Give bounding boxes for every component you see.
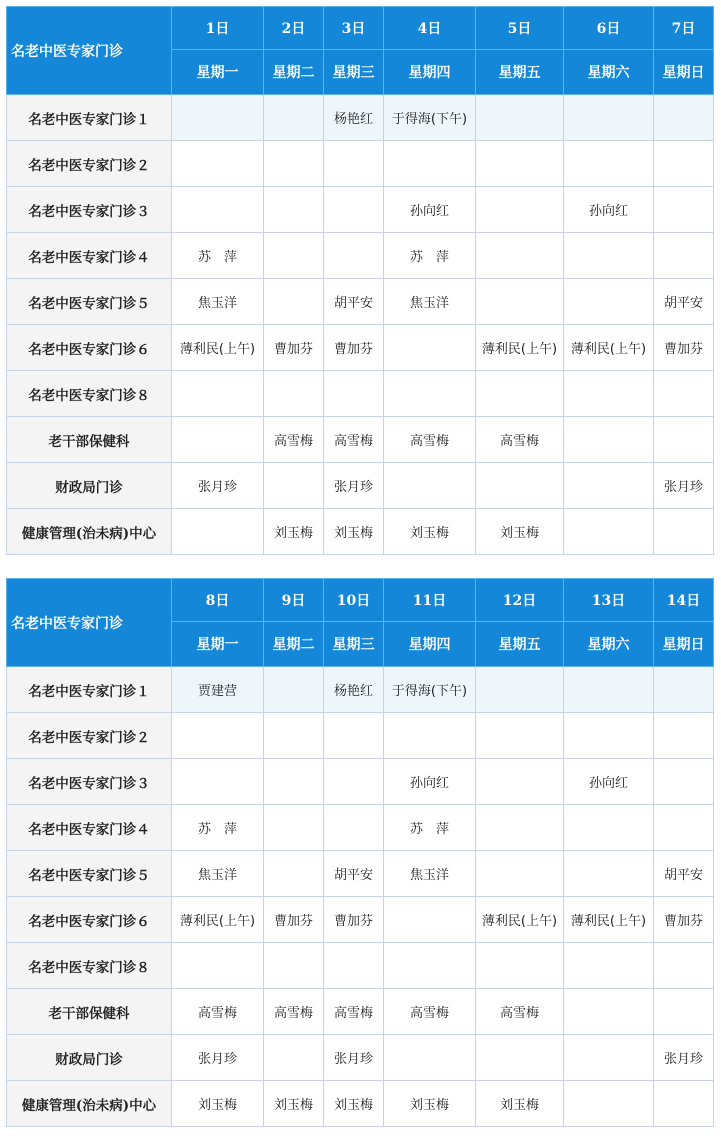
date-header: 3日 xyxy=(324,7,384,50)
doctor-cell xyxy=(324,943,384,989)
doctor-cell: 高雪梅 xyxy=(324,417,384,463)
doctor-cell: 刘玉梅 xyxy=(384,509,476,555)
doctor-cell xyxy=(564,371,654,417)
doctor-cell xyxy=(564,463,654,509)
doctor-cell: 高雪梅 xyxy=(384,989,476,1035)
doctor-cell: 高雪梅 xyxy=(476,417,564,463)
doctor-cell xyxy=(264,943,324,989)
doctor-cell xyxy=(654,713,714,759)
doctor-cell: 曹加芬 xyxy=(324,325,384,371)
doctor-cell xyxy=(264,141,324,187)
doctor-cell xyxy=(654,509,714,555)
doctor-cell: 于得海(下午) xyxy=(384,667,476,713)
doctor-cell xyxy=(654,805,714,851)
doctor-cell: 张月珍 xyxy=(172,463,264,509)
doctor-cell: 薄利民(上午) xyxy=(564,325,654,371)
table-row xyxy=(7,667,714,713)
weekday-header: 星期六 xyxy=(564,50,654,95)
table-row xyxy=(7,509,714,555)
doctor-cell xyxy=(172,943,264,989)
doctor-cell xyxy=(172,187,264,233)
doctor-cell: 焦玉洋 xyxy=(384,279,476,325)
doctor-cell xyxy=(384,371,476,417)
doctor-cell: 刘玉梅 xyxy=(384,1081,476,1127)
doctor-cell: 刘玉梅 xyxy=(172,1081,264,1127)
doctor-cell: 于得海(下午) xyxy=(384,95,476,141)
doctor-cell xyxy=(172,509,264,555)
doctor-cell xyxy=(172,713,264,759)
department-name: 名老中医专家门诊３ xyxy=(7,187,172,233)
doctor-cell: 曹加芬 xyxy=(654,325,714,371)
doctor-cell xyxy=(564,279,654,325)
table-row xyxy=(7,325,714,371)
doctor-cell xyxy=(654,371,714,417)
doctor-cell xyxy=(654,417,714,463)
doctor-cell xyxy=(476,141,564,187)
doctor-cell: 曹加芬 xyxy=(264,325,324,371)
department-name: 健康管理(治未病)中心 xyxy=(7,1081,172,1127)
schedule-table-week-1 xyxy=(6,6,714,555)
doctor-cell xyxy=(476,759,564,805)
doctor-cell xyxy=(172,371,264,417)
department-name: 名老中医专家门诊６ xyxy=(7,325,172,371)
doctor-cell: 曹加芬 xyxy=(324,897,384,943)
date-header-row xyxy=(7,579,714,622)
table-row xyxy=(7,943,714,989)
date-header: 2日 xyxy=(264,7,324,50)
doctor-cell: 苏 萍 xyxy=(384,805,476,851)
table-row xyxy=(7,1035,714,1081)
doctor-cell xyxy=(476,805,564,851)
table-row xyxy=(7,371,714,417)
doctor-cell xyxy=(324,371,384,417)
doctor-cell xyxy=(384,943,476,989)
table-row xyxy=(7,897,714,943)
doctor-cell xyxy=(564,1035,654,1081)
doctor-cell xyxy=(654,95,714,141)
doctor-cell xyxy=(264,279,324,325)
date-header: 1日 xyxy=(172,7,264,50)
doctor-cell: 胡平安 xyxy=(324,851,384,897)
department-name: 名老中医专家门诊４ xyxy=(7,233,172,279)
date-header: 9日 xyxy=(264,579,324,622)
doctor-cell xyxy=(654,989,714,1035)
doctor-cell xyxy=(384,325,476,371)
doctor-cell xyxy=(264,463,324,509)
doctor-cell xyxy=(654,1081,714,1127)
doctor-cell: 苏 萍 xyxy=(172,233,264,279)
weekday-header: 星期六 xyxy=(564,622,654,667)
doctor-cell: 高雪梅 xyxy=(264,417,324,463)
date-header: 8日 xyxy=(172,579,264,622)
date-header: 6日 xyxy=(564,7,654,50)
doctor-cell xyxy=(172,141,264,187)
table-row xyxy=(7,279,714,325)
doctor-cell: 刘玉梅 xyxy=(264,1081,324,1127)
weekday-header: 星期二 xyxy=(264,622,324,667)
table-row xyxy=(7,759,714,805)
doctor-cell xyxy=(564,805,654,851)
doctor-cell xyxy=(384,141,476,187)
doctor-cell xyxy=(264,805,324,851)
doctor-cell: 杨艳红 xyxy=(324,667,384,713)
department-name: 老干部保健科 xyxy=(7,417,172,463)
table-row xyxy=(7,851,714,897)
doctor-cell xyxy=(564,667,654,713)
date-header: 11日 xyxy=(384,579,476,622)
table-row xyxy=(7,95,714,141)
department-name: 名老中医专家门诊３ xyxy=(7,759,172,805)
weekday-header: 星期三 xyxy=(324,50,384,95)
date-header: 5日 xyxy=(476,7,564,50)
doctor-cell: 焦玉洋 xyxy=(172,279,264,325)
doctor-cell xyxy=(384,897,476,943)
doctor-cell: 焦玉洋 xyxy=(172,851,264,897)
doctor-cell xyxy=(476,187,564,233)
doctor-cell: 薄利民(上午) xyxy=(564,897,654,943)
doctor-cell xyxy=(654,233,714,279)
doctor-cell xyxy=(264,1035,324,1081)
department-name: 名老中医专家门诊２ xyxy=(7,141,172,187)
doctor-cell: 高雪梅 xyxy=(324,989,384,1035)
date-header: 13日 xyxy=(564,579,654,622)
doctor-cell: 孙向红 xyxy=(384,759,476,805)
weekday-header: 星期五 xyxy=(476,622,564,667)
doctor-cell xyxy=(324,187,384,233)
doctor-cell: 曹加芬 xyxy=(654,897,714,943)
doctor-cell xyxy=(476,463,564,509)
doctor-cell xyxy=(476,371,564,417)
weekday-header: 星期日 xyxy=(654,622,714,667)
date-header: 14日 xyxy=(654,579,714,622)
department-name: 名老中医专家门诊６ xyxy=(7,897,172,943)
doctor-cell xyxy=(172,759,264,805)
table-row xyxy=(7,417,714,463)
table-row xyxy=(7,463,714,509)
doctor-cell: 苏 萍 xyxy=(172,805,264,851)
doctor-cell xyxy=(324,141,384,187)
weekday-header: 星期三 xyxy=(324,622,384,667)
weekday-header: 星期五 xyxy=(476,50,564,95)
doctor-cell xyxy=(264,759,324,805)
table-row xyxy=(7,1081,714,1127)
doctor-cell xyxy=(384,1035,476,1081)
doctor-cell: 贾建营 xyxy=(172,667,264,713)
table-row xyxy=(7,187,714,233)
table-title: 名老中医专家门诊 xyxy=(7,7,172,95)
doctor-cell xyxy=(654,759,714,805)
table-row xyxy=(7,233,714,279)
doctor-cell xyxy=(476,279,564,325)
department-name: 名老中医专家门诊１ xyxy=(7,667,172,713)
table-title: 名老中医专家门诊 xyxy=(7,579,172,667)
doctor-cell: 杨艳红 xyxy=(324,95,384,141)
doctor-cell: 高雪梅 xyxy=(264,989,324,1035)
date-header-row xyxy=(7,7,714,50)
department-name: 老干部保健科 xyxy=(7,989,172,1035)
department-name: 财政局门诊 xyxy=(7,463,172,509)
weekday-header: 星期二 xyxy=(264,50,324,95)
doctor-cell xyxy=(564,233,654,279)
doctor-cell xyxy=(264,371,324,417)
doctor-cell xyxy=(264,713,324,759)
doctor-cell: 薄利民(上午) xyxy=(172,325,264,371)
schedule-table-week-2 xyxy=(6,578,714,1127)
doctor-cell xyxy=(564,417,654,463)
doctor-cell: 孙向红 xyxy=(564,759,654,805)
doctor-cell xyxy=(264,851,324,897)
doctor-cell: 薄利民(上午) xyxy=(172,897,264,943)
doctor-cell xyxy=(172,417,264,463)
table-row xyxy=(7,989,714,1035)
doctor-cell xyxy=(564,509,654,555)
doctor-cell: 曹加芬 xyxy=(264,897,324,943)
doctor-cell: 张月珍 xyxy=(654,1035,714,1081)
doctor-cell xyxy=(264,95,324,141)
department-name: 名老中医专家门诊５ xyxy=(7,851,172,897)
doctor-cell: 高雪梅 xyxy=(384,417,476,463)
doctor-cell: 薄利民(上午) xyxy=(476,325,564,371)
table-row xyxy=(7,713,714,759)
doctor-cell xyxy=(476,233,564,279)
date-header: 10日 xyxy=(324,579,384,622)
doctor-cell xyxy=(476,1035,564,1081)
weekday-header: 星期日 xyxy=(654,50,714,95)
doctor-cell xyxy=(264,233,324,279)
doctor-cell xyxy=(324,759,384,805)
doctor-cell xyxy=(564,1081,654,1127)
doctor-cell: 刘玉梅 xyxy=(324,1081,384,1127)
doctor-cell xyxy=(476,95,564,141)
doctor-cell xyxy=(564,851,654,897)
doctor-cell: 薄利民(上午) xyxy=(476,897,564,943)
doctor-cell xyxy=(384,713,476,759)
department-name: 名老中医专家门诊１ xyxy=(7,95,172,141)
department-name: 名老中医专家门诊８ xyxy=(7,943,172,989)
doctor-cell: 张月珍 xyxy=(324,463,384,509)
department-name: 健康管理(治未病)中心 xyxy=(7,509,172,555)
doctor-cell: 高雪梅 xyxy=(172,989,264,1035)
doctor-cell xyxy=(564,95,654,141)
date-header: 4日 xyxy=(384,7,476,50)
doctor-cell: 孙向红 xyxy=(564,187,654,233)
doctor-cell xyxy=(264,667,324,713)
doctor-cell: 苏 萍 xyxy=(384,233,476,279)
department-name: 财政局门诊 xyxy=(7,1035,172,1081)
weekday-header: 星期四 xyxy=(384,50,476,95)
doctor-cell xyxy=(384,463,476,509)
doctor-cell: 张月珍 xyxy=(654,463,714,509)
doctor-cell xyxy=(654,187,714,233)
doctor-cell xyxy=(564,713,654,759)
doctor-cell xyxy=(476,713,564,759)
department-name: 名老中医专家门诊８ xyxy=(7,371,172,417)
doctor-cell xyxy=(324,713,384,759)
department-name: 名老中医专家门诊２ xyxy=(7,713,172,759)
doctor-cell xyxy=(654,943,714,989)
date-header: 7日 xyxy=(654,7,714,50)
doctor-cell xyxy=(476,851,564,897)
doctor-cell: 孙向红 xyxy=(384,187,476,233)
doctor-cell: 高雪梅 xyxy=(476,989,564,1035)
doctor-cell: 焦玉洋 xyxy=(384,851,476,897)
doctor-cell xyxy=(654,141,714,187)
doctor-cell xyxy=(476,943,564,989)
doctor-cell: 刘玉梅 xyxy=(476,1081,564,1127)
doctor-cell xyxy=(172,95,264,141)
department-name: 名老中医专家门诊４ xyxy=(7,805,172,851)
doctor-cell xyxy=(324,233,384,279)
date-header: 12日 xyxy=(476,579,564,622)
doctor-cell: 刘玉梅 xyxy=(476,509,564,555)
doctor-cell xyxy=(264,187,324,233)
doctor-cell: 胡平安 xyxy=(654,851,714,897)
department-name: 名老中医专家门诊５ xyxy=(7,279,172,325)
doctor-cell xyxy=(564,943,654,989)
doctor-cell xyxy=(654,667,714,713)
doctor-cell: 胡平安 xyxy=(324,279,384,325)
doctor-cell: 刘玉梅 xyxy=(324,509,384,555)
doctor-cell xyxy=(564,141,654,187)
weekday-header: 星期四 xyxy=(384,622,476,667)
doctor-cell: 张月珍 xyxy=(324,1035,384,1081)
doctor-cell xyxy=(324,805,384,851)
weekday-header: 星期一 xyxy=(172,622,264,667)
table-row xyxy=(7,805,714,851)
doctor-cell: 刘玉梅 xyxy=(264,509,324,555)
doctor-cell xyxy=(476,667,564,713)
weekday-header: 星期一 xyxy=(172,50,264,95)
table-row xyxy=(7,141,714,187)
doctor-cell: 张月珍 xyxy=(172,1035,264,1081)
doctor-cell xyxy=(564,989,654,1035)
doctor-cell: 胡平安 xyxy=(654,279,714,325)
